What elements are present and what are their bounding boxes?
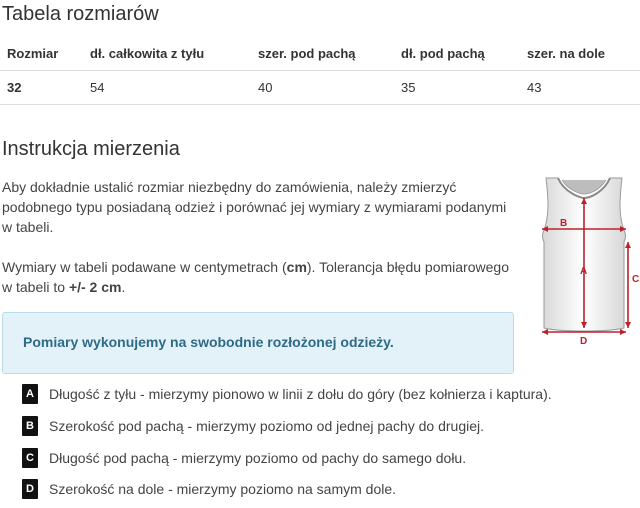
units-paragraph: [2, 257, 517, 297]
diagram-label-a: A: [580, 266, 588, 277]
letter-badge-a: A: [22, 384, 38, 404]
tank-top-diagram: [528, 172, 640, 350]
cell-armpit-width: 40: [251, 70, 394, 104]
letter-badge-c: C: [22, 448, 38, 468]
cell-armpit-length: 35: [394, 70, 520, 104]
unit-cm: cm: [286, 259, 307, 275]
list-item-text: Długość z tyłu - mierzymy pionowo w linii z dołu do góry (bez kołnierza i kaptura).: [49, 386, 552, 402]
cell-total-length: 54: [83, 70, 251, 104]
size-table-header-row: [0, 38, 640, 70]
units-text-middle: ). Tolerancja błędu pomiarowego w tabeli to: [2, 259, 509, 295]
diagram-label-d: D: [580, 336, 588, 347]
header-total-length: dł. całkowita z tyłu: [83, 38, 251, 70]
diagram-label-c: C: [632, 274, 640, 285]
header-size: Rozmiar: [0, 38, 83, 70]
instruction-title: Instrukcja mierzenia: [2, 138, 180, 160]
header-armpit-width: szer. pod pachą: [251, 38, 394, 70]
units-text-end: .: [121, 279, 126, 295]
header-armpit-length: dł. pod pachą: [394, 38, 520, 70]
notice-box: [2, 312, 514, 374]
diagram-label-b: B: [560, 218, 568, 229]
tolerance-value: +/- 2 cm: [68, 279, 122, 295]
header-bottom-width: szer. na dole: [520, 38, 640, 70]
list-item-text: Szerokość na dole - mierzymy poziomo na samym dole.: [49, 481, 397, 497]
arrow-c: [625, 242, 631, 328]
size-table: [0, 38, 640, 105]
table-row: [0, 70, 640, 104]
cell-bottom-width: 43: [520, 70, 640, 104]
instruction-paragraph: Aby dokładnie ustalić rozmiar niezbędny do zamówienia, należy zmierzyć podobnego typu posiadaną odzież i porównać jej wymiary z wymiarami podanymi w tabeli.: [2, 179, 507, 235]
size-table-title: Tabela rozmiarów: [2, 3, 159, 25]
list-item-text: Szerokość pod pachą - mierzymy poziomo od jednej pachy do drugiej.: [49, 418, 485, 434]
list-item-text: Długość pod pachą - mierzymy poziomo od pachy do samego dołu.: [49, 450, 467, 466]
units-text-start: Wymiary w tabeli podawane w centymetrach (: [2, 259, 287, 275]
cell-size: 32: [0, 70, 83, 104]
letter-badge-b: B: [22, 416, 38, 436]
letter-badge-d: D: [22, 479, 38, 499]
notice-text: Pomiary wykonujemy na swobodnie rozłożonej odzieży.: [23, 334, 394, 350]
